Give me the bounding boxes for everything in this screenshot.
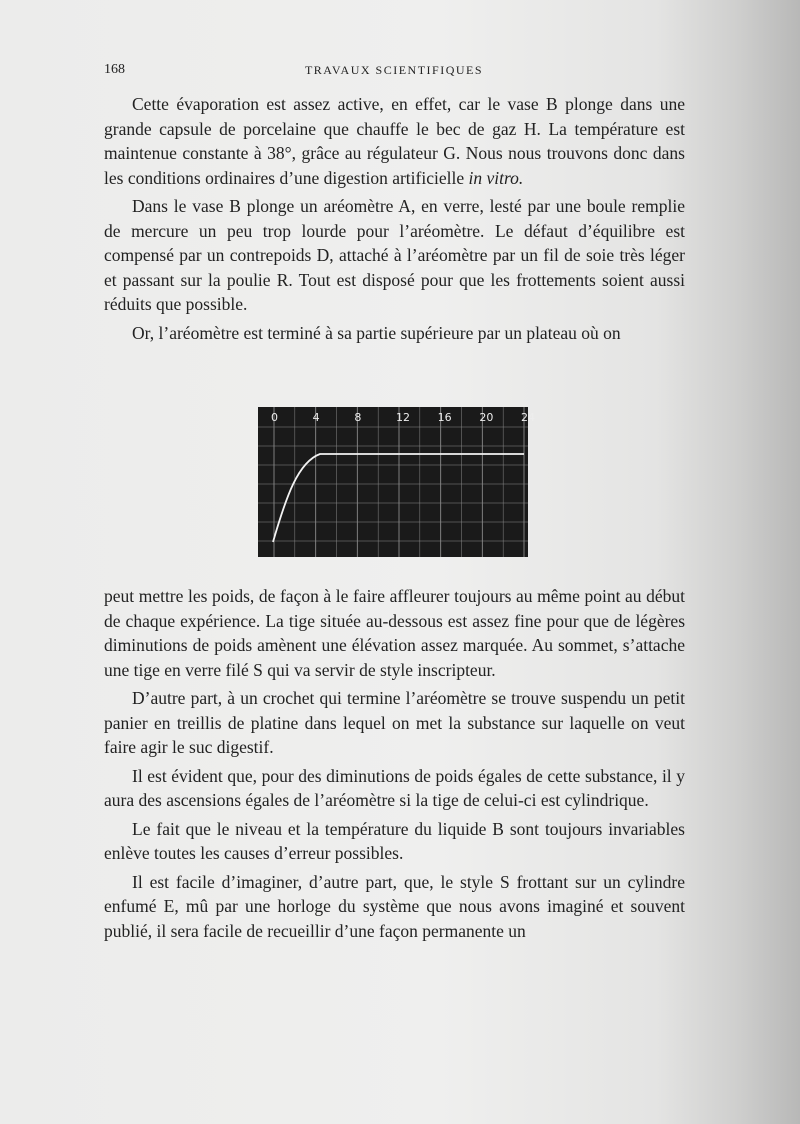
- tick-label: 20: [479, 411, 494, 424]
- page-header: [104, 62, 684, 82]
- paragraph-7: Le fait que le niveau et la température du liquide B sont toujours invariables enlève toutes les causes d’erreur possibles.: [104, 818, 685, 863]
- kymograph-svg: [258, 407, 535, 557]
- page-number: 168: [104, 62, 125, 77]
- paragraph-4: peut mettre les poids, de façon à le faire affleurer toujours au même point au début de chaque expérience. La tige située au-dessous est assez fine pour que de légères diminutions de poids amènent une élévation assez marquée. Au sommet, s’attache une tige en verre filé S qui va servir de style inscripteur.: [104, 586, 685, 680]
- trace-line: [273, 454, 524, 542]
- tick-label: 8: [354, 411, 362, 424]
- tick-label: 16: [437, 411, 452, 424]
- paragraph-1-text: Cette évaporation est assez active, en effet, car le vase B plonge dans une grande capsule de porcelaine que chauffe le bec de gaz H. La température est maintenue constante à 38°, grâce au régulateur G. Nous nous trouvons donc dans les conditions ordinaires d’une digestion artificielle: [104, 94, 685, 188]
- paragraph-1: [104, 92, 685, 190]
- paragraph-3: Or, l’aréomètre est terminé à sa partie supérieure par un plateau où on: [132, 322, 621, 343]
- paragraph-8: Il est facile d’imaginer, d’autre part, que, le style S frottant sur un cylindre enfumé E, mû par une horloge du système que nous avons imaginé et souvent publié, il sera facile de recueillir d’une façon permanente un: [104, 871, 685, 941]
- text-block-bottom: [104, 584, 685, 947]
- tick-label: 0: [271, 411, 278, 424]
- text-block-top: [104, 92, 685, 349]
- tick-label: 12: [396, 411, 410, 424]
- paragraph-1-italic: in vitro.: [468, 167, 524, 188]
- tick-label: 4: [312, 411, 320, 424]
- running-head: TRAVAUX SCIENTIFIQUES: [304, 63, 484, 77]
- tick-label: 24: [521, 411, 535, 424]
- kymograph-figure: [258, 407, 535, 557]
- paragraph-2: Dans le vase B plonge un aréomètre A, en verre, lesté par une boule remplie de mercure un peu trop lourde pour l’aréomètre. Le défaut d’équilibre est compensé par un contrepoids D, attaché à l’aréomètre par un fil de soie très léger et passant sur la poulie R. Tout est disposé pour que les frottements soient aussi réduits que possible.: [104, 196, 685, 314]
- paragraph-6: Il est évident que, pour des diminutions de poids égales de cette substance, il y aura des ascensions égales de l’aréomètre si la tige de celui-ci est cylindrique.: [104, 765, 685, 810]
- paragraph-5: D’autre part, à un crochet qui termine l’aréomètre se trouve suspendu un petit panier en treillis de platine dans lequel on met la substance sur laquelle on veut faire agir le suc digestif.: [104, 688, 685, 757]
